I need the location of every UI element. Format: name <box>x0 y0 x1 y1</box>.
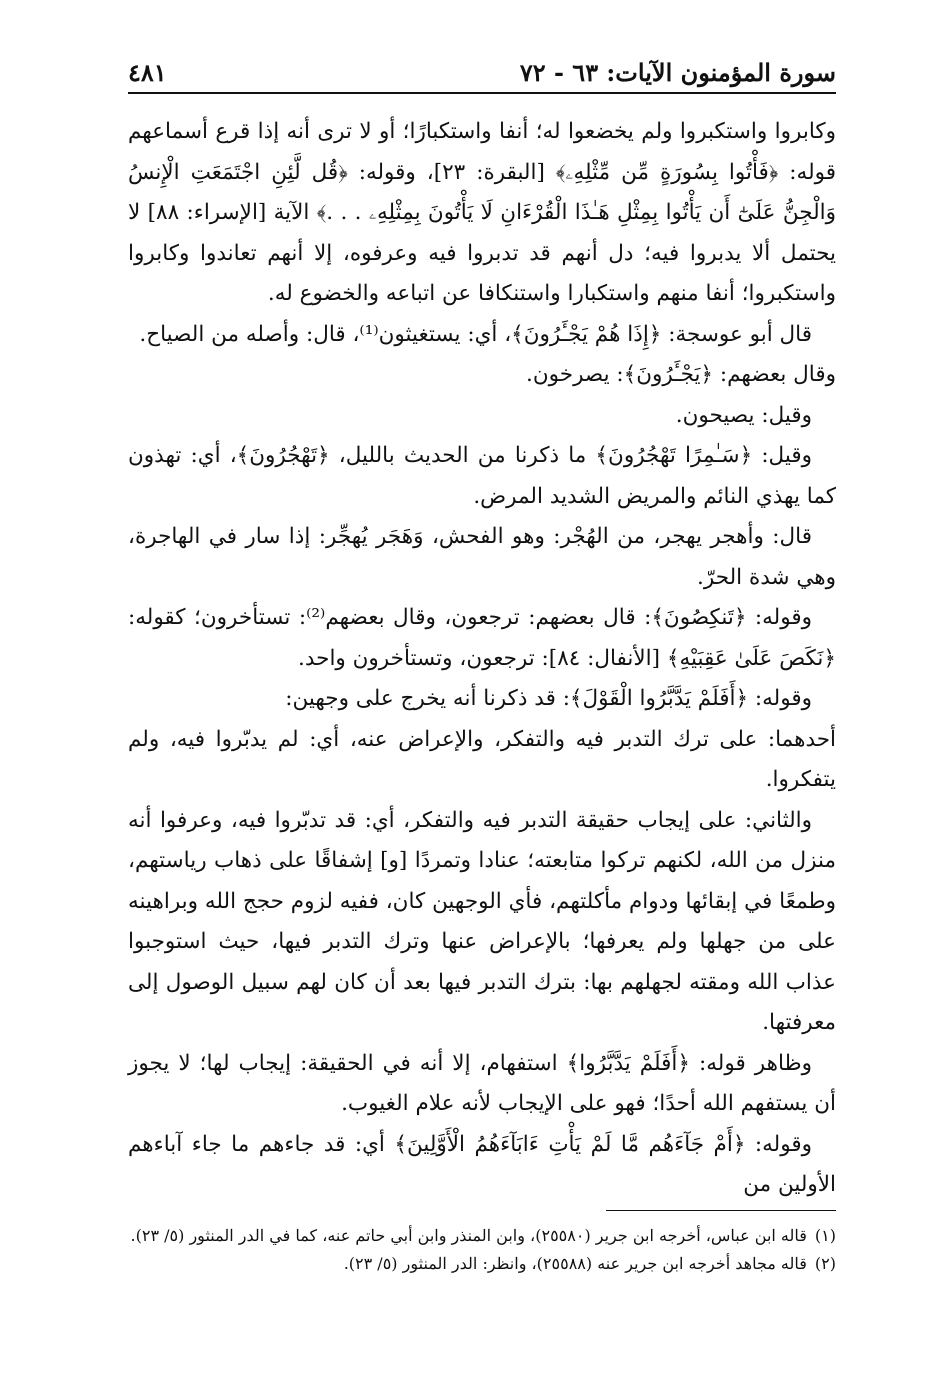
footnotes <box>128 1222 836 1278</box>
paragraph: أحدهما: على ترك التدبر فيه والتفكر، والإعراض عنه، أي: لم يدبّروا فيه، ولم يتفكروا. <box>128 726 836 792</box>
paragraph: والثاني: على إيجاب حقيقة التدبر فيه والتفكر، أي: قد تدبّروا فيه، وعرفوا أنه منزل من الله، لكنهم تركوا متابعته؛ عنادا وتمردًا [و] إشفاقًا على ذهاب رياستهم، وطمعًا في إبقائها ودوام مأكلتهم، فأي الوجهين كان، ففيه لزوم حجج الله وبراهينه على من جهلها ولم يعرفها؛ بالإعراض عنها وترك التدبر فيها، حيث استوجبوا عذاب الله ومقته لجهلهم بها: بترك التدبر فيها بعد أن كان لهم سبيل الوصول إلى معرفتها. <box>128 807 836 1035</box>
paragraph: وكابروا واستكبروا ولم يخضعوا له؛ أنفا واستكبارًا؛ أو لا ترى أنه إذا قرع أسماعهم قوله: ﴿فَأْتُوا بِسُورَةٍ مِّن مِّثْلِهِۦ﴾ [البقرة: ٢٣]، وقوله: ﴿قُل لَّئِنِ اجْتَمَعَتِ الْإِنسُ وَالْجِنُّ عَلَىٰٓ أَن يَأْتُوا بِمِثْلِ هَـٰذَا الْقُرْءَانِ لَا يَأْتُونَ بِمِثْلِهِۦ . . .﴾ الآية [الإسراء: ٨٨] لا يحتمل ألا يدبروا فيه؛ دل أنهم قد تدبروا فيه وعرفوه، إلا أنهم تعاندوا وكابروا واستكبروا؛ أنفا منهم واستكبارا واستنكافا عن اتباعه والخضوع له. <box>128 119 837 306</box>
running-header <box>128 52 836 94</box>
footnote-marker: (١) <box>814 1226 836 1245</box>
paragraph: وظاهر قوله: ﴿أَفَلَمْ يَدَّبَّرُوا﴾ استفهام، إلا أنه في الحقيقة: إيجاب لها؛ لا يجوز أن يستفهم الله أحدًا؛ فهو على الإيجاب لأنه علام الغيوب. <box>128 1050 836 1116</box>
surah-title: سورة المؤمنون الآيات: ٦٣ - ٧٢ <box>519 58 836 87</box>
footnote <box>128 1222 836 1250</box>
paragraph: قال: وأهجر يهجر، من الهُجْر: وهو الفحش، وَهَجَر يُهجِّر: إذا سار في الهاجرة، وهي شدة الحرّ. <box>128 524 836 590</box>
paragraph: وقوله: ﴿أَفَلَمْ يَدَّبَّرُوا الْقَوْلَ﴾: قد ذكرنا أنه يخرج على وجهين: <box>285 686 812 711</box>
footnote-text: قاله مجاهد أخرجه ابن جرير عنه (٢٥٥٨٨)، وانظر: الدر المنثور (٥/ ٢٣). <box>343 1254 807 1273</box>
footnote-text: قاله ابن عباس، أخرجه ابن جرير (٢٥٥٨٠)، وابن المنذر وابن أبي حاتم عنه، كما في الدر المنثور (٥/ ٢٣). <box>130 1226 807 1245</box>
page-number: ٤٨١ <box>128 58 167 87</box>
main-text <box>128 112 836 1206</box>
footnote-marker: (٢) <box>814 1254 836 1273</box>
paragraph: وقوله: ﴿أَمْ جَآءَهُم مَّا لَمْ يَأْتِ ءَابَآءَهُمُ الْأَوَّلِينَ﴾ أي: قد جاءهم ما جاء آباءهم الأولين من <box>128 1131 836 1197</box>
paragraph: قال أبو عوسجة: ﴿إِذَا هُمْ يَجْـَٔرُونَ﴾، أي: يستغيثون⁽¹⁾، قال: وأصله من الصياح. <box>139 321 812 347</box>
paragraph: وقيل: ﴿سَـٰمِرًا تَهْجُرُونَ﴾ ما ذكرنا من الحديث بالليل، ﴿تَهْجُرُونَ﴾، أي: تهذون كما يهذي النائم والمريض الشديد المرض. <box>128 443 836 509</box>
footnote <box>128 1250 836 1278</box>
paragraph: وقوله: ﴿تَنكِصُونَ﴾: قال بعضهم: ترجعون، وقال بعضهم⁽²⁾: تستأخرون؛ كقوله: ﴿نَكَصَ عَلَىٰ عَقِبَيْهِ﴾ [الأنفال: ٨٤]: ترجعون، وتستأخرون واحد. <box>128 605 836 671</box>
footnote-divider <box>606 1210 836 1211</box>
paragraph: وقال بعضهم: ﴿يَجْـَٔرُونَ﴾: يصرخون. <box>526 362 836 387</box>
paragraph: وقيل: يصيحون. <box>675 402 812 428</box>
